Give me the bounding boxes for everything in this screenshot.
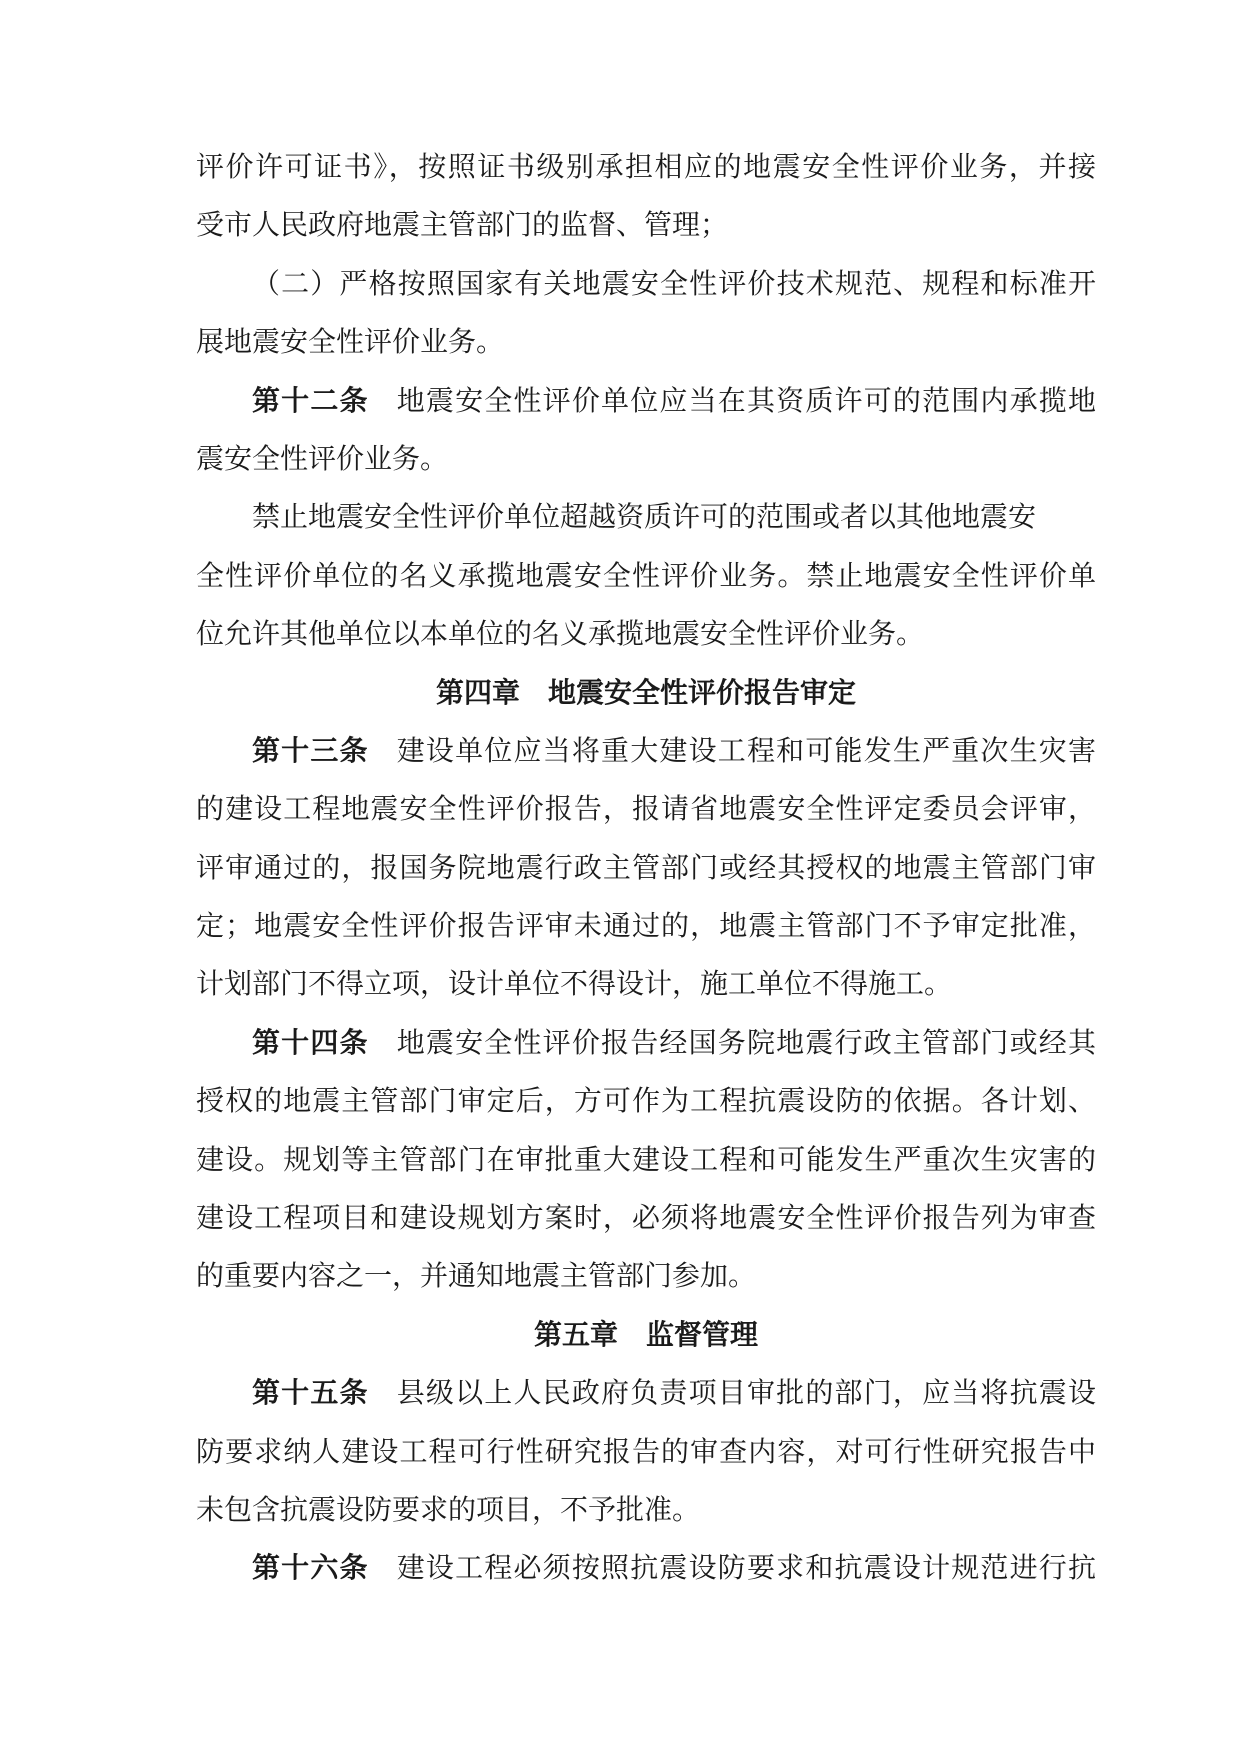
article-12-label: 第十二条: [252, 383, 369, 417]
list-item-text: （二）严格按照国家有关地震安全性评价技术规范、规程和标准开: [252, 266, 1096, 300]
article-13-label: 第十三条: [252, 733, 369, 767]
article-15-text: 县级以上人民政府负责项目审批的部门，应当将抗震设: [396, 1376, 1096, 1410]
paragraph-line: 计划部门不得立项，设计单位不得设计，施工单位不得施工。: [196, 967, 953, 1001]
chapter-4-title: 地震安全性评价报告审定: [548, 675, 857, 709]
article-16-label: 第十六条: [252, 1551, 369, 1585]
article-12-text: 地震安全性评价单位应当在其资质许可的范围内承揽地: [396, 383, 1096, 417]
article-16-first-line: [196, 1539, 1096, 1597]
paragraph-line: 禁止地震安全性评价单位超越资质许可的范围或者以其他地震安: [252, 500, 1037, 534]
paragraph-line: 震安全性评价业务。: [196, 441, 449, 475]
paragraph-line: 全性评价单位的名义承揽地震安全性评价业务。禁止地震安全性评价单: [196, 558, 1096, 592]
paragraph-line: 的建设工程地震安全性评价报告，报请省地震安全性评定委员会评审，: [196, 792, 1096, 826]
chapter-5-title: 监督管理: [646, 1317, 759, 1351]
article-14-label: 第十四条: [252, 1025, 369, 1059]
paragraph-line: 评价许可证书》，按照证书级别承担相应的地震安全性评价业务，并接: [196, 150, 1096, 183]
article-14-first-line: [196, 1014, 1096, 1072]
paragraph-line: 的重要内容之一，并通知地震主管部门参加。: [196, 1259, 757, 1293]
paragraph-line: 防要求纳人建设工程可行性研究报告的审查内容，对可行性研究报告中: [196, 1434, 1096, 1468]
document-body: [196, 138, 1096, 1598]
article-12-first-line: [196, 372, 1096, 430]
paragraph-line: 建设工程项目和建设规划方案时，必须将地震安全性评价报告列为审查: [196, 1201, 1096, 1235]
paragraph-line: 未包含抗震设防要求的项目，不予批准。: [196, 1492, 701, 1526]
article-15-label: 第十五条: [252, 1376, 369, 1410]
article-16-text: 建设工程必须按照抗震设防要求和抗震设计规范进行抗: [396, 1551, 1096, 1585]
chapter-4-heading: [196, 664, 1096, 722]
paragraph-line: 建设。规划等主管部门在审批重大建设工程和可能发生严重次生灾害的: [196, 1142, 1096, 1176]
list-item-line: [196, 255, 1096, 313]
chapter-4-number: 第四章: [435, 675, 520, 709]
list-item-line: 展地震安全性评价业务。: [196, 325, 505, 359]
article-13-first-line: [196, 722, 1096, 780]
article-13-text: 建设单位应当将重大建设工程和可能发生严重次生灾害: [396, 733, 1096, 767]
chapter-5-number: 第五章: [533, 1317, 618, 1351]
paragraph-line: 授权的地震主管部门审定后，方可作为工程抗震设防的依据。各计划、: [196, 1084, 1096, 1118]
paragraph-line: 定；地震安全性评价报告评审未通过的，地震主管部门不予审定批准，: [196, 909, 1096, 943]
article-15-first-line: [196, 1364, 1096, 1422]
paragraph-line: 受市人民政府地震主管部门的监督、管理；: [196, 208, 729, 242]
paragraph-line: 评审通过的，报国务院地震行政主管部门或经其授权的地震主管部门审: [196, 850, 1096, 884]
chapter-5-heading: [196, 1306, 1096, 1364]
paragraph-line: 位允许其他单位以本单位的名义承揽地震安全性评价业务。: [196, 617, 925, 651]
article-14-text: 地震安全性评价报告经国务院地震行政主管部门或经其: [396, 1025, 1096, 1059]
